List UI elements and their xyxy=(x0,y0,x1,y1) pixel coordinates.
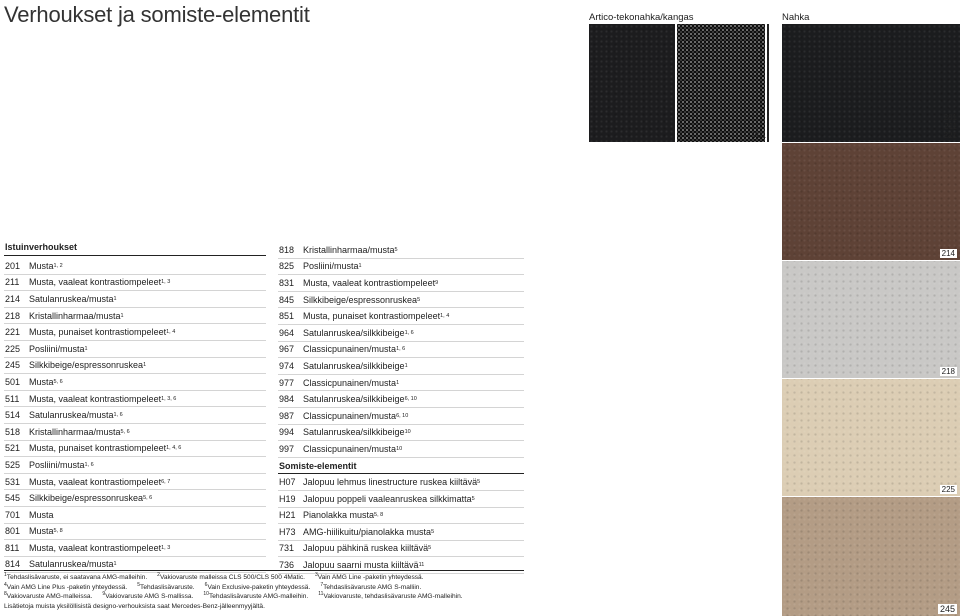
swatch-code-218: 218 xyxy=(941,367,955,376)
footnote-text: Tehdaslisävaruste, ei saatavana AMG-malleihin. xyxy=(6,574,148,581)
seat-item-code: 218 xyxy=(5,310,21,321)
trim-item-description: Jalopuu pähkinä ruskea kiiltävä xyxy=(303,543,429,554)
seat-item-code: 831 xyxy=(279,277,295,288)
seat-item-row: 201 Musta 1, 2 xyxy=(4,258,266,275)
seat-item-description: Classicpunainen/musta xyxy=(303,410,397,421)
page-title: Verhoukset ja somiste-elementit xyxy=(4,2,310,27)
seat-item-row: 221 Musta, punaiset kontrastiompeleet 1, 4 xyxy=(4,324,266,341)
leather-swatch-214 xyxy=(782,143,960,260)
seat-item-code: 245 xyxy=(5,360,21,371)
seat-heading: Istuinverhoukset xyxy=(4,242,266,256)
seat-item-code: 825 xyxy=(279,261,295,272)
footnote-number: 9 xyxy=(102,590,106,597)
seat-item-description: Musta, vaaleat kontrastiompeleet xyxy=(303,277,436,288)
seat-item-code: 964 xyxy=(279,327,295,338)
seat-item-row: 514 Satulanruskea/musta 1, 6 xyxy=(4,407,266,424)
seat-item-code: 987 xyxy=(279,410,295,421)
seat-item-row: 851 Musta, punaiset kontrastiompeleet 1, 4 xyxy=(278,308,524,325)
page-number: 245 xyxy=(939,604,955,614)
trim-item-description: Jalopuu poppeli vaaleanruskea silkkimatta xyxy=(303,493,472,504)
footnote-item xyxy=(157,573,305,583)
footnote-text: Vakiovaruste AMG-malleissa. xyxy=(6,593,93,600)
seat-item-description: Musta, punaiset kontrastiompeleet xyxy=(303,311,441,322)
footnotes xyxy=(4,573,473,611)
seat-item-description: Kristallinharmaa/musta xyxy=(303,244,395,255)
seat-item-description: Satulanruskea/silkkibeige xyxy=(303,360,405,371)
seat-item-description: Musta xyxy=(29,260,54,271)
trim-item-row: H21 Pianolakka musta 5, 8 xyxy=(278,508,524,525)
artico-code: 701 xyxy=(752,131,766,140)
seat-item-row: 511 Musta, vaaleat kontrastiompeleet 1, 3, 6 xyxy=(4,391,266,408)
footnote-text: Vakiovaruste malleissa CLS 500/CLS 500 4Matic. xyxy=(159,574,305,581)
footnote-number: 2 xyxy=(157,571,160,578)
footnote-item xyxy=(205,583,311,593)
seat-item-row: 994 Satulanruskea/silkkibeige 10 xyxy=(278,425,524,442)
seat-item-description: Classicpunainen/musta xyxy=(303,377,397,388)
footnote-number: 11 xyxy=(318,590,324,597)
footnote-item xyxy=(137,583,194,593)
footnote-item xyxy=(4,592,92,602)
seat-item-description: Posliini/musta xyxy=(29,343,85,354)
trim-item-code: H73 xyxy=(279,526,296,537)
footnote-item xyxy=(102,592,193,602)
seat-item-code: 518 xyxy=(5,426,21,437)
seat-item-row: 225 Posliini/musta 1 xyxy=(4,341,266,358)
seat-item-row: 831 Musta, vaaleat kontrastiompeleet 9 xyxy=(278,275,524,292)
seat-item-row: 245 Silkkibeige/espressonruskea 1 xyxy=(4,358,266,375)
seat-item-description: Kristallinharmaa/musta xyxy=(29,426,121,437)
leather-black-codes: 201 211 221 xyxy=(943,113,957,140)
seat-item-code: 545 xyxy=(5,493,21,504)
seat-item-description: Musta, punaiset kontrastiompeleet xyxy=(29,443,167,454)
footnote-number: 4 xyxy=(4,581,7,588)
footnote-divider xyxy=(4,570,524,571)
seat-item-row: 987 Classicpunainen/musta 6, 10 xyxy=(278,408,524,425)
seat-item-description: Silkkibeige/espressonruskea xyxy=(29,493,144,504)
seat-item-row: 211 Musta, vaaleat kontrastiompeleet 1, 3 xyxy=(4,275,266,292)
seat-item-code: 201 xyxy=(5,260,21,271)
footnote-item xyxy=(320,583,421,593)
footnote-number: 3 xyxy=(314,571,318,578)
footnote-text: Vain AMG Line -paketin yhteydessä. xyxy=(317,574,424,581)
footnote-text: Tehdaslisävaruste AMG S-malliin. xyxy=(323,583,422,591)
seat-item-code: 845 xyxy=(279,294,295,305)
footnote-text: Tehdaslisävaruste AMG-malleihin. xyxy=(208,593,309,600)
seat-list-col1 xyxy=(4,242,266,573)
seat-item-row: 501 Musta 5, 6 xyxy=(4,374,266,391)
seat-item-code: 811 xyxy=(5,542,20,553)
seat-item-row: 531 Musta, vaaleat kontrastiompeleet 6, 7 xyxy=(4,474,266,491)
seat-item-description: Posliini/musta xyxy=(29,459,85,470)
seat-item-description: Musta, vaaleat kontrastiompeleet xyxy=(29,277,162,288)
seat-item-description: Satulanruskea/silkkibeige xyxy=(303,394,405,405)
seat-item-row: 811 Musta, vaaleat kontrastiompeleet 1, 3 xyxy=(4,540,266,557)
trim-item-description: Jalopuu lehmus linestructure ruskea kiiltävä xyxy=(303,477,478,488)
seat-item-code: 984 xyxy=(279,394,295,405)
seat-item-code: 851 xyxy=(279,311,295,322)
leather-column-label: Nahka xyxy=(782,12,810,23)
seat-item-code: 221 xyxy=(5,327,21,338)
footnote-item xyxy=(4,573,147,583)
swatch-code-214: 214 xyxy=(941,249,955,258)
seat-item-row: 845 Silkkibeige/espressonruskea 5 xyxy=(278,292,524,309)
footnote-number: 5 xyxy=(137,581,141,588)
seat-item-code: 994 xyxy=(279,427,295,438)
seat-item-code: 521 xyxy=(5,443,21,454)
footnote-text: Vain Exclusive-paketin yhteydessä. xyxy=(207,583,311,591)
seat-item-code: 967 xyxy=(279,344,295,355)
seat-item-code: 525 xyxy=(5,459,21,470)
seat-item-code: 501 xyxy=(5,376,21,387)
seat-item-row: 545 Silkkibeige/espressonruskea 5, 6 xyxy=(4,490,266,507)
seat-item-code: 974 xyxy=(279,360,295,371)
trim-item-code: 736 xyxy=(279,560,295,571)
seat-item-description: Musta, vaaleat kontrastiompeleet xyxy=(29,476,162,487)
footnote-text: Vakiovaruste AMG S-mallissa. xyxy=(105,593,194,600)
seat-item-description: Satulanruskea/silkkibeige xyxy=(303,427,405,438)
seat-item-row: 984 Satulanruskea/silkkibeige 6, 10 xyxy=(278,391,524,408)
trim-item-description: Jalopuu saarni musta kiiltävä xyxy=(303,560,419,571)
seat-item-row xyxy=(4,507,266,524)
seat-item-description: Classicpunainen/musta xyxy=(303,443,397,454)
seat-item-description: Classicpunainen/musta xyxy=(303,344,397,355)
seat-item-code: 801 xyxy=(5,526,21,537)
seat-item-code: 997 xyxy=(279,443,295,454)
footnote-number: 1 xyxy=(4,571,7,578)
footnote-line xyxy=(4,583,473,593)
trim-item-code: H07 xyxy=(279,477,296,488)
footnote-number: 10 xyxy=(203,590,209,597)
trim-heading: Somiste-elementit xyxy=(278,458,524,475)
trim-item-row: 736 Jalopuu saarni musta kiiltävä 11 xyxy=(278,557,524,574)
footnote-number: 7 xyxy=(320,581,324,588)
seat-item-row: 525 Posliini/musta 1, 6 xyxy=(4,457,266,474)
swatch-code-225: 225 xyxy=(941,485,955,494)
seat-item-row: 997 Classicpunainen/musta 10 xyxy=(278,441,524,458)
footnote-item xyxy=(315,573,424,583)
seat-item-row: 825 Posliini/musta 1 xyxy=(278,259,524,276)
trim-item-description: Pianolakka musta xyxy=(303,510,375,521)
seat-item-row: 964 Satulanruskea/silkkibeige 1, 6 xyxy=(278,325,524,342)
seat-list-col2 xyxy=(278,242,524,574)
seat-item-row: 814 Satulanruskea/musta 1 xyxy=(4,557,266,574)
seat-item-code: 818 xyxy=(279,244,295,255)
seat-item-row: 818 Kristallinharmaa/musta 5 xyxy=(278,242,524,259)
artico-column-label: Artico-tekonahka/kangas xyxy=(589,12,694,23)
trim-item-row: 731 Jalopuu pähkinä ruskea kiiltävä 5 xyxy=(278,541,524,558)
footnote-item xyxy=(4,583,127,593)
seat-item-description: Silkkibeige/espressonruskea xyxy=(29,360,144,371)
artico-code-area xyxy=(589,24,769,142)
footnote-line-4: Lisätietoja muista yksilöllisistä designo-verhouksista saat Mercedes-Benz-jälleenmyyjältä. xyxy=(4,602,265,610)
seat-item-description: Satulanruskea/silkkibeige xyxy=(303,327,405,338)
trim-item-code: H19 xyxy=(279,493,296,504)
trim-item-row: H19 Jalopuu poppeli vaaleanruskea silkkimatta 5 xyxy=(278,491,524,508)
footnote-item xyxy=(318,592,462,602)
footnote-number: 6 xyxy=(204,581,208,588)
trim-item-row: H73 AMG-hiilikuitu/pianolakka musta 5 xyxy=(278,524,524,541)
trim-item-code: H21 xyxy=(279,510,296,521)
seat-item-description: Musta xyxy=(29,509,54,520)
seat-item-code: 814 xyxy=(5,559,21,570)
trim-item-row: H07 Jalopuu lehmus linestructure ruskea kiiltävä 5 xyxy=(278,474,524,491)
seat-item-description: Posliini/musta xyxy=(303,261,359,272)
footnote-text: Tehdaslisävaruste. xyxy=(140,583,195,591)
seat-item-description: Musta xyxy=(29,376,54,387)
seat-item-code: 511 xyxy=(5,393,20,404)
seat-item-row: 977 Classicpunainen/musta 1 xyxy=(278,375,524,392)
seat-item-description: Musta, vaaleat kontrastiompeleet xyxy=(29,542,162,553)
seat-item-row: 967 Classicpunainen/musta 1, 6 xyxy=(278,342,524,359)
seat-item-row: 218 Kristallinharmaa/musta 1 xyxy=(4,308,266,325)
seat-item-description: Satulanruskea/musta xyxy=(29,559,114,570)
leather-swatch-218 xyxy=(782,261,960,378)
leather-swatch-245 xyxy=(782,497,960,616)
seat-item-code: 531 xyxy=(5,476,21,487)
seat-item-description: Kristallinharmaa/musta xyxy=(29,310,121,321)
seat-item-row: 521 Musta, punaiset kontrastiompeleet 1, 4, 6 xyxy=(4,441,266,458)
seat-item-description: Silkkibeige/espressonruskea xyxy=(303,294,418,305)
footnote-line xyxy=(4,592,473,602)
seat-item-row: 801 Musta 5, 8 xyxy=(4,524,266,541)
seat-item-code: 214 xyxy=(5,293,21,304)
trim-item-code: 731 xyxy=(279,543,295,554)
seat-item-description: Musta xyxy=(29,526,54,537)
footnote-text: Vain AMG Line Plus -paketin yhteydessä. xyxy=(6,583,128,591)
seat-item-description: Satulanruskea/musta xyxy=(29,293,114,304)
seat-item-row: 974 Satulanruskea/silkkibeige 1 xyxy=(278,358,524,375)
seat-item-description: Satulanruskea/musta xyxy=(29,410,114,421)
seat-item-row: 214 Satulanruskea/musta 1 xyxy=(4,291,266,308)
footnote-number: 8 xyxy=(4,590,7,597)
seat-item-row: 518 Kristallinharmaa/musta 5, 6 xyxy=(4,424,266,441)
seat-item-description: Musta, punaiset kontrastiompeleet xyxy=(29,327,167,338)
seat-item-code: 225 xyxy=(5,343,21,354)
seat-item-code: 701 xyxy=(5,509,21,520)
footnote-item xyxy=(203,592,308,602)
seat-item-code: 211 xyxy=(5,277,20,288)
seat-item-code: 977 xyxy=(279,377,295,388)
seat-item-code: 514 xyxy=(5,410,21,421)
footnote-text: Vakiovaruste, tehdaslisävaruste AMG-malleihin. xyxy=(323,593,463,600)
leather-black-swatch xyxy=(782,24,960,142)
leather-swatch-225 xyxy=(782,379,960,496)
trim-item-description: AMG-hiilikuitu/pianolakka musta xyxy=(303,526,432,537)
footnote-line xyxy=(4,573,473,583)
seat-item-description: Musta, vaaleat kontrastiompeleet xyxy=(29,393,162,404)
